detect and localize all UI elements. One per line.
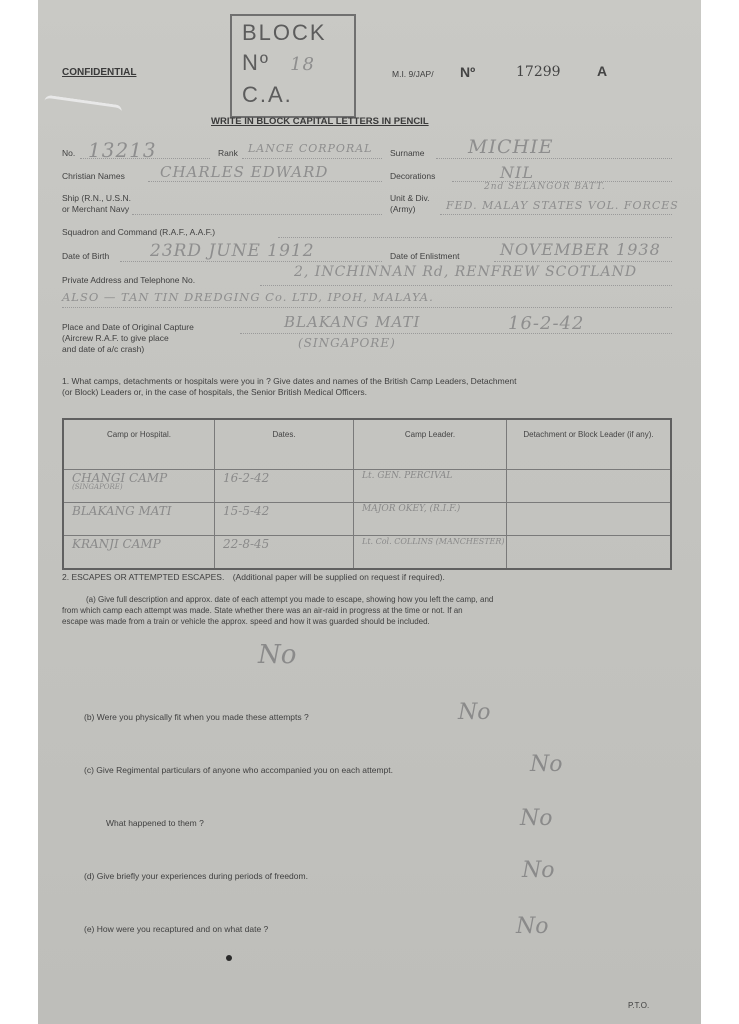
row-date: 15-5-42 (215, 503, 354, 536)
rank-rule (242, 158, 382, 159)
enlistment-value: NOVEMBER 1938 (500, 240, 661, 259)
header-detachment: Detachment or Block Leader (if any). (507, 419, 672, 470)
stamp-no-label: Nº (242, 50, 270, 75)
no-label: No. (62, 148, 76, 158)
unit-value-1: 2nd SELANGOR BATT. (484, 182, 606, 192)
q2c2-answer: No (520, 806, 553, 831)
ship-rule (132, 214, 382, 215)
instruction-heading: WRITE IN BLOCK CAPITAL LETTERS IN PENCIL (211, 116, 429, 127)
unit-label-2: (Army) (390, 204, 416, 214)
row-date: 16-2-42 (215, 470, 354, 503)
serial-no-label: Nº (460, 64, 476, 80)
rank-value: LANCE CORPORAL (248, 142, 373, 155)
capture-place-note: (SINGAPORE) (298, 336, 396, 350)
q2-heading (62, 572, 445, 583)
decorations-value: NIL (500, 163, 534, 182)
q1-text-1: 1. What camps, detachments or hospitals were you in ? Give dates and names of the British Camp Leaders, Detachment (62, 376, 517, 386)
capture-place: BLAKANG MATI (284, 313, 421, 331)
q2a-answer: No (258, 640, 297, 670)
capture-label-2: (Aircrew R.A.F. to give place (62, 333, 169, 343)
camps-table (62, 418, 672, 570)
series-letter: A (597, 63, 608, 79)
address-value-2: ALSO — TAN TIN DREDGING Co. LTD, IPOH, MALAYA. (62, 290, 434, 304)
dob-label: Date of Birth (62, 251, 110, 261)
surname-label: Surname (390, 148, 425, 158)
stamp-ca: C.A. (242, 82, 293, 107)
punch-hole (226, 955, 232, 961)
q2c2-text: What happened to them ? (106, 818, 204, 828)
unit-value-2: FED. MALAY STATES VOL. FORCES (446, 199, 679, 212)
q2b-text: (b) Were you physically fit when you made these attempts ? (84, 712, 309, 722)
q2e-text: (e) How were you recaptured and on what date ? (84, 924, 269, 934)
page-margin-right (701, 0, 739, 1024)
header-camp: Camp or Hospital. (63, 419, 215, 470)
camps-table-header (63, 419, 671, 470)
ship-label-2: or Merchant Navy (62, 204, 130, 214)
q2a-text-2: from which camp each attempt was made. State whether there was an air-raid in progress at the time or not. If an (62, 606, 463, 615)
capture-rule (240, 333, 672, 334)
q2d-text: (d) Give briefly your experiences during periods of freedom. (84, 871, 308, 881)
squadron-rule (278, 237, 672, 238)
table-row (63, 470, 671, 503)
confidential-label: CONFIDENTIAL (62, 67, 137, 78)
row-camp: KRANJI CAMP (63, 536, 215, 570)
header-dates: Dates. (215, 419, 354, 470)
no-rule (80, 158, 210, 159)
row-leader: Lt. GEN. PERCIVAL (354, 470, 507, 503)
header-camp-leader: Camp Leader. (354, 419, 507, 470)
form-code: M.I. 9/JAP/ (392, 69, 434, 79)
q2b-answer: No (458, 700, 491, 725)
surname-value: MICHIE (468, 136, 554, 158)
table-row (63, 503, 671, 536)
address-rule-2 (62, 307, 672, 308)
no-value: 13213 (88, 138, 157, 162)
serial-number: 17299 (516, 64, 561, 80)
address-rule-1 (260, 285, 672, 286)
row-detachment (507, 503, 672, 536)
row-camp (63, 470, 215, 503)
enlistment-label: Date of Enlistment (390, 251, 460, 261)
q2e-answer: No (516, 914, 549, 939)
q2c-answer: No (530, 752, 563, 777)
unit-label-1: Unit & Div. (390, 193, 430, 203)
rank-label: Rank (218, 148, 238, 158)
page-margin-left (0, 0, 38, 1024)
row-leader: MAJOR OKEY, (R.I.F.) (354, 503, 507, 536)
q2a-text-3: escape was made from a train or vehicle the approx. speed and how it was guarded should be included. (62, 617, 430, 626)
dob-rule (120, 261, 382, 262)
row-date: 22-8-45 (215, 536, 354, 570)
camp-name: CHANGI CAMP (72, 471, 168, 485)
q2-heading-text: 2. ESCAPES OR ATTEMPTED ESCAPES. (62, 572, 225, 582)
decorations-label: Decorations (390, 171, 436, 181)
q2c-text: (c) Give Regimental particulars of anyone who accompanied you on each attempt. (84, 765, 393, 775)
address-label: Private Address and Telephone No. (62, 275, 196, 285)
enlistment-rule (494, 261, 672, 262)
camp-sub: (SINGAPORE) (72, 483, 123, 491)
capture-label-3: and date of a/c crash) (62, 344, 145, 354)
row-detachment (507, 470, 672, 503)
stamp-no (242, 50, 315, 76)
ship-label-1: Ship (R.N., U.S.N. (62, 193, 131, 203)
squadron-label: Squadron and Command (R.A.F., A.A.F.) (62, 227, 216, 237)
capture-label-1: Place and Date of Original Capture (62, 322, 194, 332)
surname-rule (436, 158, 672, 159)
capture-date: 16-2-42 (508, 313, 585, 334)
dob-value: 23RD JUNE 1912 (150, 241, 315, 261)
unit-rule (440, 214, 672, 215)
table-row (63, 536, 671, 570)
row-detachment (507, 536, 672, 570)
address-value-1: 2, INCHINNAN Rd, RENFREW SCOTLAND (294, 264, 638, 280)
q1-text-2: (or Block) Leaders or, in the case of hospitals, the Senior British Medical Officers. (62, 387, 368, 397)
row-camp: BLAKANG MATI (63, 503, 215, 536)
stamp-number: 18 (290, 54, 315, 75)
q2d-answer: No (522, 858, 555, 883)
row-leader: Lt. Col. COLLINS (MANCHESTER) (354, 536, 507, 570)
block-stamp (230, 14, 356, 118)
christian-names-label: Christian Names (62, 171, 125, 181)
christian-names-value: CHARLES EDWARD (160, 163, 329, 181)
q2a-text-1: (a) Give full description and approx. date of each attempt you made to escape, showing how you left the camp, and (86, 595, 494, 604)
stamp-block: BLOCK (242, 20, 327, 45)
pto-label: P.T.O. (628, 1001, 650, 1010)
q2-heading-note: (Additional paper will be supplied on request if required). (232, 572, 445, 582)
christian-names-rule (148, 181, 382, 182)
